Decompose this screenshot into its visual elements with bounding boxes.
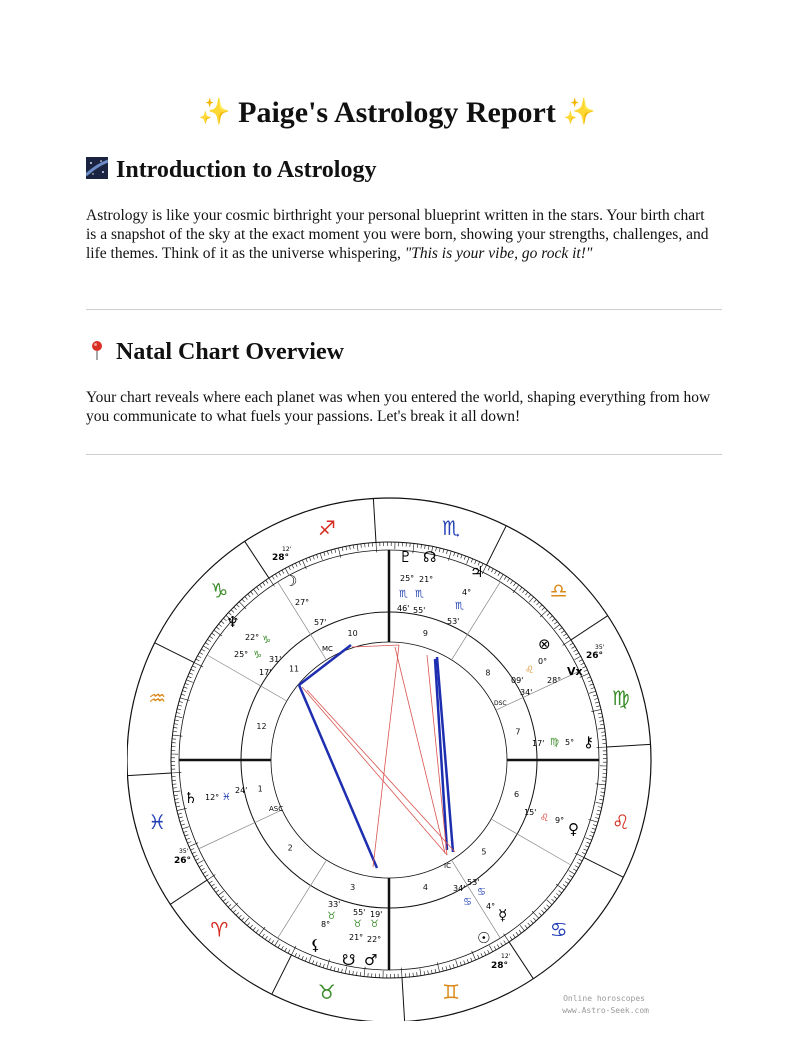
ic-degree: 28° xyxy=(491,961,509,971)
planet-degree-label: 57' xyxy=(314,618,327,627)
house-number: 12 xyxy=(256,721,267,731)
cancer-small-icon: ♋ xyxy=(477,887,486,898)
horizontal-rule xyxy=(86,309,722,310)
scorpio-small-icon: ♏ xyxy=(399,589,408,600)
planet-degree-label: 5° xyxy=(565,738,575,747)
zodiac-sign-glyph: ♉ xyxy=(317,979,336,1004)
zodiac-sign-glyph: ♊ xyxy=(442,979,461,1004)
planet-degree-label: 17' xyxy=(259,668,272,677)
planet-degree-label: 17' xyxy=(532,739,545,748)
planet-degree-label: 4° xyxy=(486,902,496,911)
zodiac-sign-glyph: ♓ xyxy=(148,810,167,835)
house-number: 9 xyxy=(422,629,428,639)
venus-glyph: ♀ xyxy=(568,820,579,838)
vertex-label: Vx xyxy=(567,665,583,678)
leo-small-icon: ♌ xyxy=(540,813,549,824)
zodiac-sign-glyph: ♒ xyxy=(148,685,167,710)
zodiac-sign-glyph: ♈ xyxy=(210,917,229,942)
natal-chart-wheel xyxy=(127,495,652,1021)
dsc-minutes: 35' xyxy=(595,644,605,651)
planet-degree-label: 25° xyxy=(400,574,415,583)
planet-degree-label: 53' xyxy=(467,878,480,887)
planet-degree-label: 09' xyxy=(511,676,524,685)
mars-glyph: ♂ xyxy=(364,951,378,969)
pisces-small-icon: ♓ xyxy=(222,792,231,803)
planet-degree-label: 53' xyxy=(447,617,460,626)
dsc-degree: 26° xyxy=(586,651,604,661)
milky-way-icon xyxy=(86,157,108,179)
section-heading-natal xyxy=(86,336,344,368)
neptune-glyph: ♆ xyxy=(226,613,240,631)
mc-minutes: 12' xyxy=(282,546,292,553)
leo-small-icon: ♌ xyxy=(525,665,534,676)
chiron-glyph: ⚷ xyxy=(583,733,594,751)
planet-degree-label: 46' xyxy=(397,604,410,613)
asc-minutes: 35' xyxy=(179,848,189,855)
sparkles-icon: ✨ xyxy=(198,97,231,126)
planet-degree-label: 25° xyxy=(234,650,249,659)
dsc-label: DSC xyxy=(494,700,507,707)
zodiac-sign-glyph: ♐ xyxy=(317,516,336,541)
zodiac-sign-glyph: ♎ xyxy=(549,578,568,603)
planet-degree-label: 33' xyxy=(328,900,341,909)
section-heading-intro xyxy=(86,154,376,186)
taurus-small-icon: ♉ xyxy=(327,911,336,922)
house-number: 1 xyxy=(257,784,263,794)
part-of-fortune-glyph: ⊗ xyxy=(538,635,551,653)
north-node-glyph: ☊ xyxy=(423,548,437,566)
moon-glyph: ☽ xyxy=(284,572,298,590)
jupiter-glyph: ♃ xyxy=(470,563,484,581)
capricorn-small-icon: ♑ xyxy=(262,635,271,646)
zodiac-sign-glyph: ♌ xyxy=(611,810,630,835)
planet-degree-label: 28° xyxy=(547,676,562,685)
zodiac-sign-glyph: ♋ xyxy=(549,917,568,942)
chart-credit-line1: Online horoscopes xyxy=(563,994,645,1003)
house-number: 4 xyxy=(422,882,428,892)
south-node-glyph: ☋ xyxy=(342,951,356,969)
planet-degree-label: 34' xyxy=(520,688,533,697)
asc-degree: 26° xyxy=(174,856,192,866)
pluto-glyph: ♇ xyxy=(399,548,413,566)
planet-degree-label: 21° xyxy=(419,575,434,584)
scorpio-small-icon: ♏ xyxy=(415,589,424,600)
report-title xyxy=(0,92,794,133)
planet-degree-label: 12° xyxy=(205,793,220,802)
planet-degree-label: 22° xyxy=(245,633,260,642)
scorpio-small-icon: ♏ xyxy=(455,601,464,612)
taurus-small-icon: ♉ xyxy=(353,919,362,930)
sun-glyph: ☉ xyxy=(477,929,491,947)
planet-degree-label: 24' xyxy=(235,786,248,795)
zodiac-sign-glyph: ♏ xyxy=(442,516,461,541)
planet-degree-label: 55' xyxy=(353,908,366,917)
cancer-small-icon: ♋ xyxy=(463,897,472,908)
mc-label: MC xyxy=(322,645,333,653)
house-number: 2 xyxy=(287,843,293,853)
natal-paragraph xyxy=(86,388,716,426)
ceres-glyph: ⚸ xyxy=(310,936,321,954)
planet-degree-label: 8° xyxy=(321,920,331,929)
house-number: 11 xyxy=(288,664,300,674)
planet-degree-label: 4° xyxy=(462,588,472,597)
planet-degree-label: 21° xyxy=(349,933,364,942)
house-number: 10 xyxy=(347,629,358,639)
house-number: 8 xyxy=(485,668,491,678)
taurus-small-icon: ♉ xyxy=(370,919,379,930)
house-number: 7 xyxy=(515,727,521,737)
intro-paragraph xyxy=(86,206,716,263)
mc-degree: 28° xyxy=(272,553,290,563)
zodiac-sign-glyph: ♍ xyxy=(611,685,630,710)
zodiac-sign-glyph: ♑ xyxy=(210,578,229,603)
chart-credit-line2: www.Astro-Seek.com xyxy=(562,1006,649,1015)
planet-degree-label: 34' xyxy=(453,884,466,893)
house-number: 3 xyxy=(350,882,356,892)
planet-degree-label: 27° xyxy=(295,598,310,607)
mercury-glyph: ☿ xyxy=(498,906,508,924)
round-pushpin-icon xyxy=(86,339,108,361)
planet-degree-label: 22° xyxy=(367,935,382,944)
planet-degree-label: 9° xyxy=(555,816,565,825)
house-number: 6 xyxy=(513,790,520,800)
natal-chart xyxy=(127,495,652,1021)
asc-label: ASC xyxy=(269,805,284,813)
ic-minutes: 12' xyxy=(501,953,511,960)
planet-degree-label: 55' xyxy=(413,606,426,615)
planet-degree-label: 31' xyxy=(269,655,282,664)
house-number: 5 xyxy=(481,847,487,857)
virgo-small-icon: ♍ xyxy=(550,737,559,748)
sparkles-icon: ✨ xyxy=(563,97,596,126)
ic-label: IC xyxy=(444,862,451,870)
section-heading-text: Natal Chart Overview xyxy=(116,339,344,365)
planet-degree-label: 0° xyxy=(538,657,548,666)
natal-text: Your chart reveals where each planet was when you entered the world, shaping everything from how you communicate to what fuels your passions. Let's break it all down! xyxy=(86,389,711,425)
section-heading-text: Introduction to Astrology xyxy=(116,157,377,183)
planet-degree-label: 15' xyxy=(524,808,537,817)
horizontal-rule xyxy=(86,454,722,455)
intro-quote: "This is your vibe, go rock it!" xyxy=(404,245,593,262)
intro-text: Astrology is like your cosmic birthright your personal blueprint written in the stars. Your birth chart is a snapshot of the sky at the exact moment you were born, showing your strengths, challenges, and life themes. Think of it as the universe whispering, xyxy=(86,207,709,262)
saturn-glyph: ♄ xyxy=(184,789,198,807)
report-title-text: Paige's Astrology Report xyxy=(238,96,556,129)
capricorn-small-icon: ♑ xyxy=(253,650,262,661)
planet-degree-label: 19' xyxy=(370,910,383,919)
